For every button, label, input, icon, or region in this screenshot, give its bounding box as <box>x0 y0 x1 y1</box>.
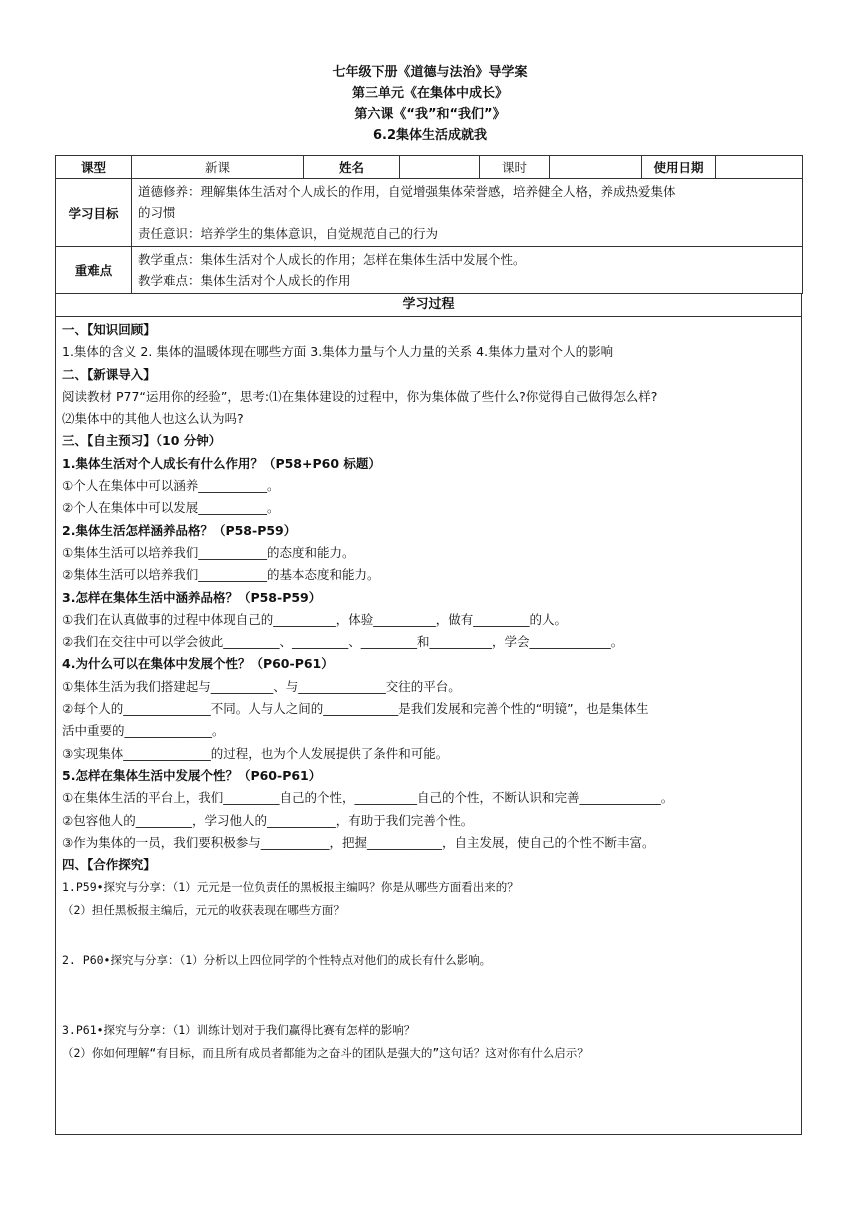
fill-blank-line[interactable]: ①集体生活为我们搭建起与__________、与______________交往的平台。 <box>62 678 461 694</box>
date-field[interactable] <box>716 156 803 179</box>
keypoints-text <box>132 247 803 294</box>
info-table <box>55 155 803 294</box>
question-heading: 4.为什么可以在集体中发展个性？（P60-P61） <box>62 656 334 672</box>
title-unit: 第三单元《在集体中成长》 <box>351 86 508 101</box>
goals-line: 的习惯 <box>138 205 176 220</box>
date-label: 使用日期 <box>642 156 716 179</box>
fill-blank-line[interactable]: ②我们在交往中可以学会彼此_________、_________、_________和__________，学会_____________。 <box>62 634 624 650</box>
name-field[interactable] <box>400 156 480 179</box>
answer-space[interactable] <box>62 921 796 949</box>
title-grade: 七年级下册《道德与法治》导学案 <box>332 65 528 80</box>
question-heading: 1.集体生活对个人成长有什么作用？（P58+P60 标题） <box>62 455 381 471</box>
section-heading: 二、【新课导入】 <box>62 366 156 382</box>
keypoints-line: 教学重点：集体生活对个人成长的作用；怎样在集体生活中发展个性。 <box>138 252 526 267</box>
explore-question: （2）你如何理解“有目标，而且所有成员者都能为之奋斗的团队是强大的”这句话？这对你有什么启示？ <box>62 1045 589 1060</box>
learning-process <box>55 293 802 1135</box>
fill-blank-line[interactable]: ②包容他人的_________，学习他人的___________，有助于我们完善个性。 <box>62 812 474 828</box>
answer-space[interactable] <box>62 999 796 1019</box>
intro-line: 阅读教材 P77“运用你的经验”，思考:⑴在集体建设的过程中，你为集体做了些什么?你觉得自己做得怎么样? <box>62 388 658 404</box>
info-row-goals <box>56 179 803 247</box>
fill-blank-line[interactable]: ②个人在集体中可以发展___________。 <box>62 500 280 516</box>
process-body <box>56 317 801 1064</box>
question-heading: 2.集体生活怎样涵养品格？（P58-P59） <box>62 522 297 538</box>
info-row-keypoints <box>56 247 803 294</box>
section-heading: 四、【合作探究】 <box>62 857 156 873</box>
keypoints-label: 重难点 <box>56 247 132 294</box>
hours-field[interactable] <box>550 156 642 179</box>
intro-line: ⑵集体中的其他人也这么认为吗? <box>62 411 244 427</box>
fill-blank-line[interactable]: 活中重要的______________。 <box>62 723 225 739</box>
goals-text <box>132 179 803 247</box>
info-row-basic <box>56 156 803 179</box>
course-type-label: 课型 <box>56 156 132 179</box>
question-heading: 3.怎样在集体生活中涵养品格？（P58-P59） <box>62 589 322 605</box>
title-section: 6.2集体生活成就我 <box>372 128 488 143</box>
fill-blank-line[interactable]: ②集体生活可以培养我们___________的基本态度和能力。 <box>62 567 380 583</box>
fill-blank-line[interactable]: ①在集体生活的平台上，我们_________自己的个性，__________自己的个性，不断认识和完善_____________。 <box>62 790 674 806</box>
goals-line: 道德修养：理解集体生活对个人成长的作用，自觉增强集体荣誉感，培养健全人格，养成热爱集体 <box>138 184 676 199</box>
fill-blank-line[interactable]: ①个人在集体中可以涵养___________。 <box>62 478 280 494</box>
goals-line: 责任意识：培养学生的集体意识，自觉规范自己的行为 <box>138 226 439 241</box>
answer-space[interactable] <box>62 971 796 999</box>
explore-question: 1.P59•探究与分享：（1）元元是一位负责任的黑板报主编吗？你是从哪些方面看出来的？ <box>62 880 519 895</box>
hours-label: 课时 <box>480 156 550 179</box>
fill-blank-line[interactable]: ③实现集体______________的过程，也为个人发展提供了条件和可能。 <box>62 745 449 761</box>
name-label: 姓名 <box>304 156 400 179</box>
fill-blank-line[interactable]: ①我们在认真做事的过程中体现自己的__________，体验__________，做有_________的人。 <box>62 611 567 627</box>
question-heading: 5.怎样在集体生活中发展个性？（P60-P61） <box>62 767 322 783</box>
goals-label: 学习目标 <box>56 179 132 247</box>
section-heading: 三、【自主预习】（10 分钟） <box>62 433 222 449</box>
fill-blank-line[interactable]: ②每个人的______________不同。人与人之间的____________是我们发展和完善个性的“明镜”，也是集体生 <box>62 701 649 717</box>
course-type-value: 新课 <box>132 156 304 179</box>
section-heading: 一、【知识回顾】 <box>62 322 156 337</box>
fill-blank-line[interactable]: ①集体生活可以培养我们___________的态度和能力。 <box>62 544 355 560</box>
explore-question: 2. P60•探究与分享：（1）分析以上四位同学的个性特点对他们的成长有什么影响。 <box>62 953 492 968</box>
review-line: 1.集体的含义 2. 集体的温暖体现在哪些方面 3.集体力量与个人力量的关系 4.集体力量对个人的影响 <box>62 344 614 360</box>
process-title: 学习过程 <box>56 294 801 317</box>
title-lesson: 第六课《“我”和“我们”》 <box>354 107 506 122</box>
fill-blank-line[interactable]: ③作为集体的一员，我们要积极参与___________，把握____________，自主发展，使自己的个性不断丰富。 <box>62 834 655 850</box>
explore-question: 3.P61•探究与分享：（1）训练计划对于我们赢得比赛有怎样的影响？ <box>62 1023 416 1038</box>
explore-question: （2）担任黑板报主编后，元元的收获表现在哪些方面？ <box>62 902 345 917</box>
keypoints-line: 教学难点：集体生活对个人成长的作用 <box>138 273 351 288</box>
document-titles <box>0 62 860 146</box>
